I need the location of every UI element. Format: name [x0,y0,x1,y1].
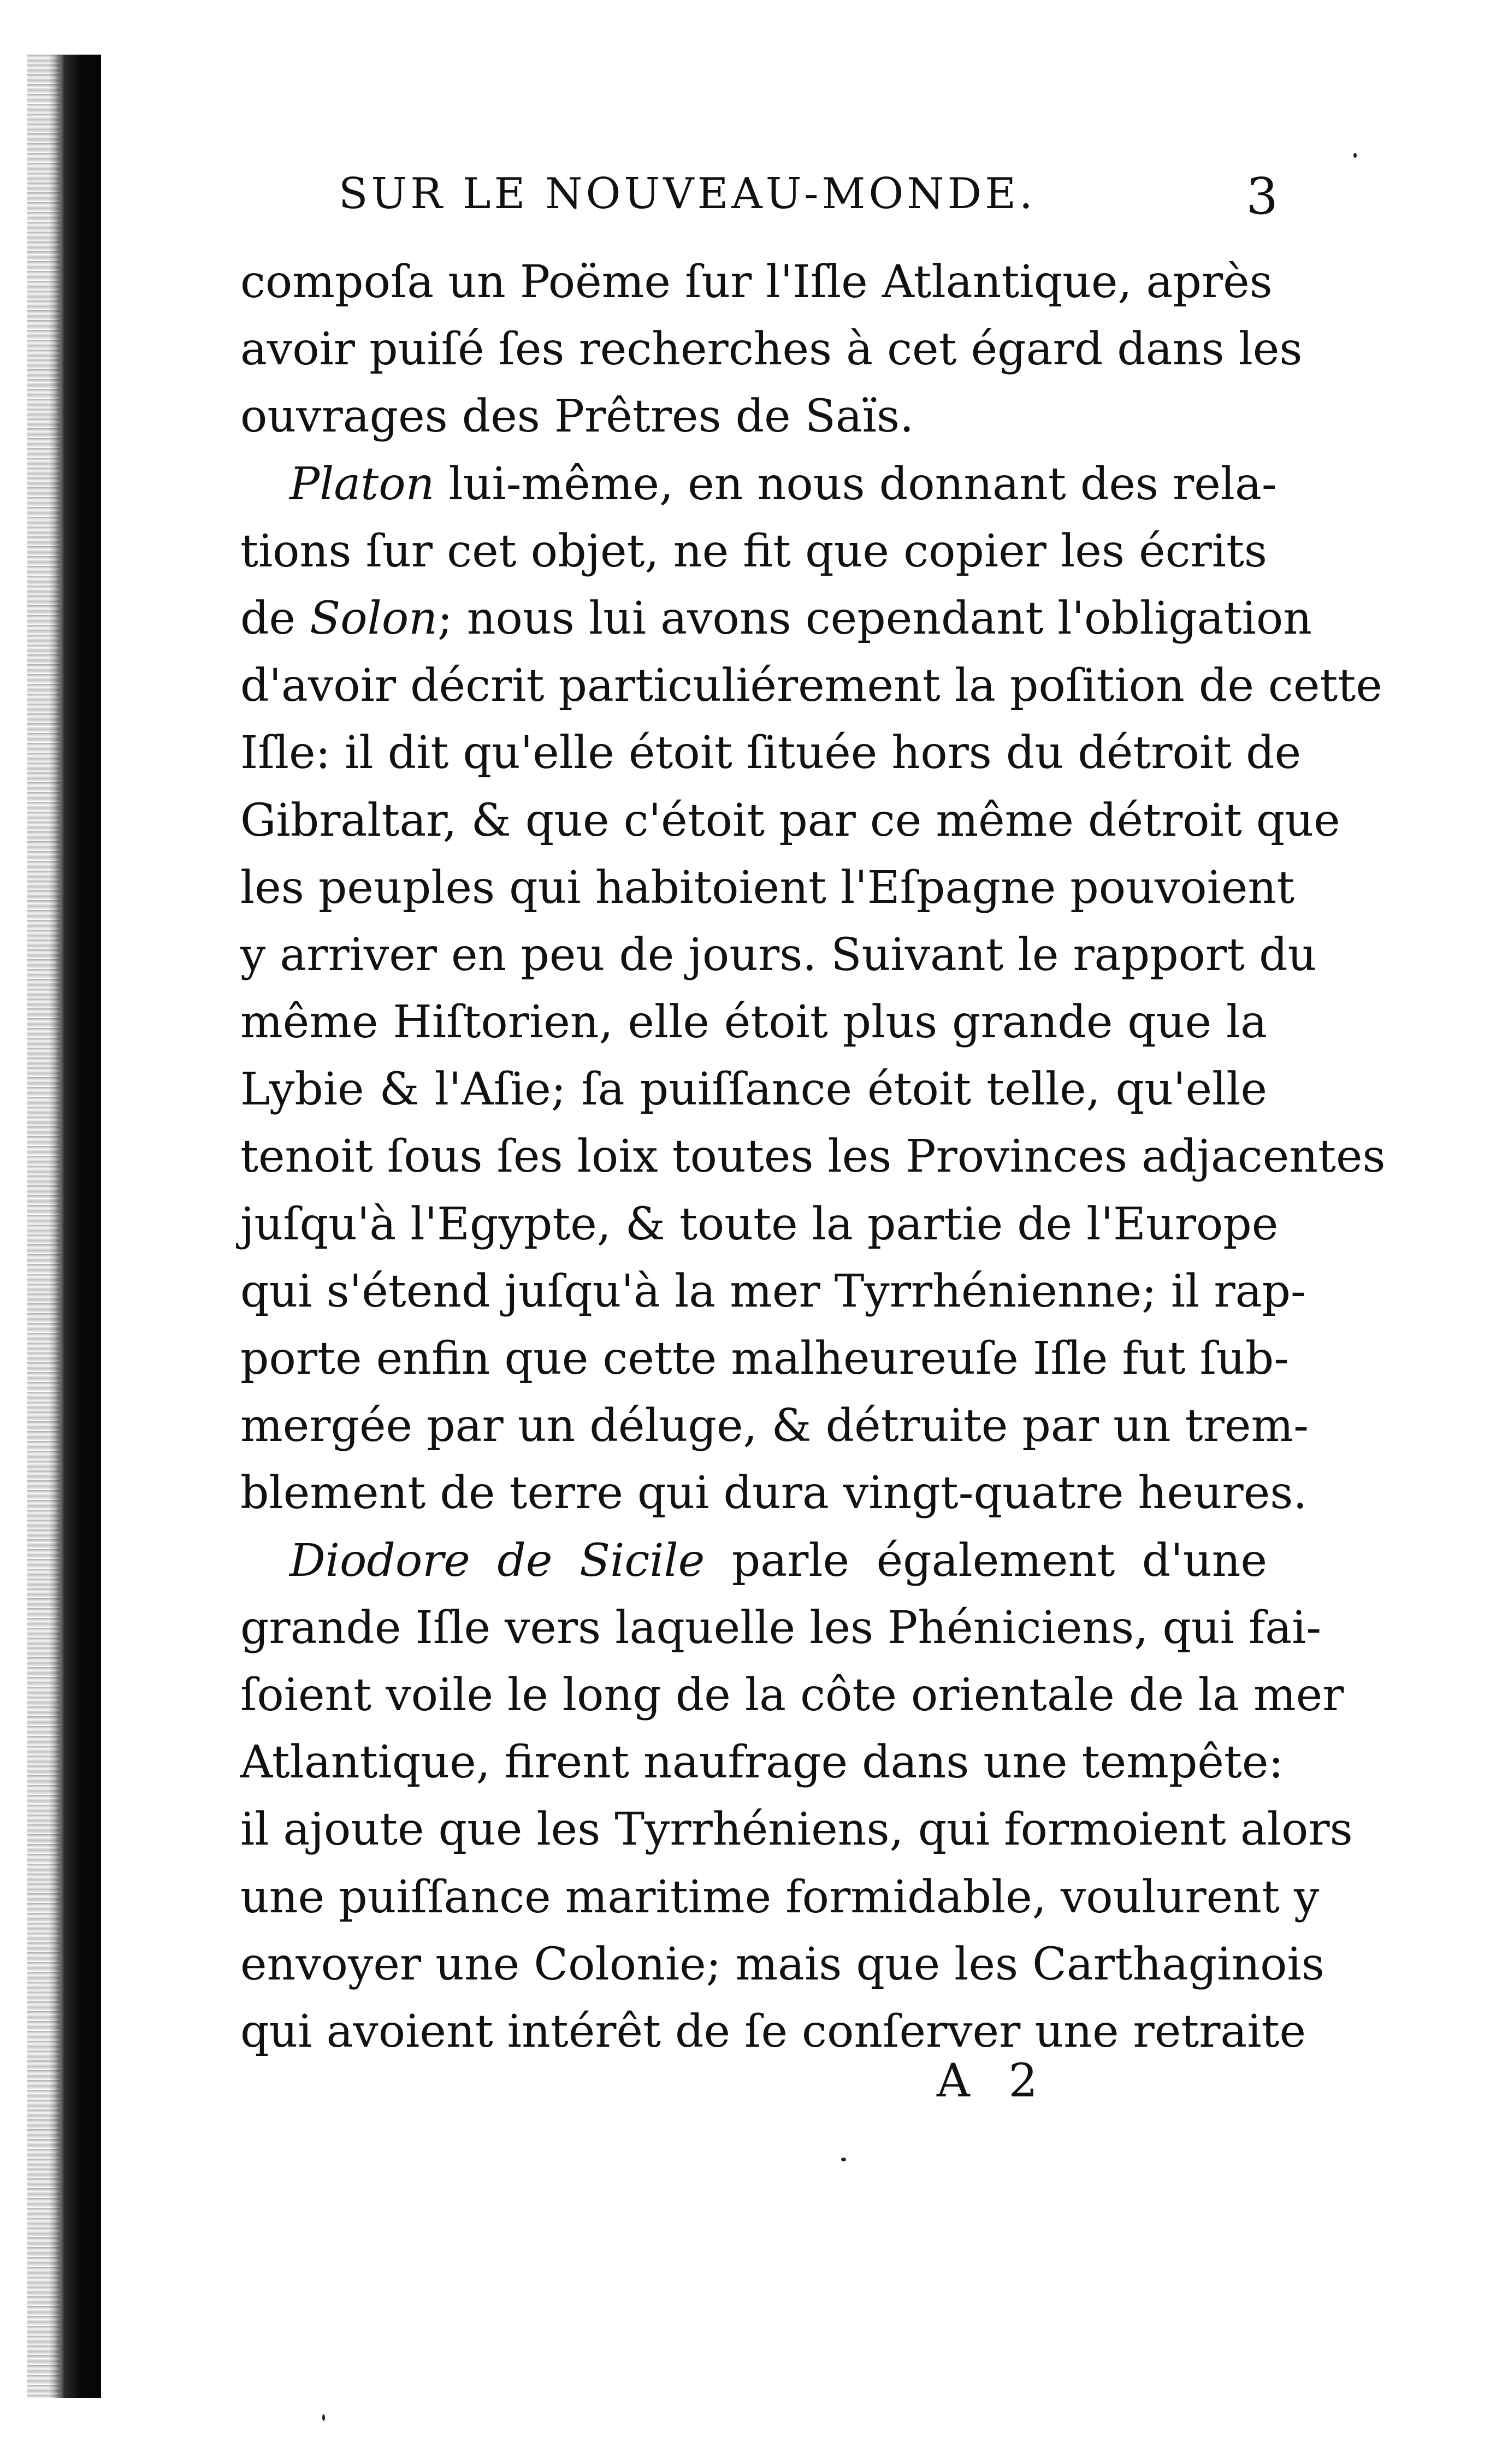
ink-speck [322,2414,325,2421]
ink-speck [1353,153,1357,158]
text-line: qui avoient intérêt de ſe conſerver une retraite [240,2005,1306,2058]
ink-speck [841,2158,846,2161]
text-line: qui s'étend juſqu'à la mer Tyrrhénienne; il rap- [240,1265,1306,1317]
italic-name: Solon [310,592,438,645]
text-line: grande Iſle vers laquelle les Phéniciens, qui fai- [240,1602,1322,1654]
text-line: juſqu'à l'Egypte, & toute la partie de l'Europe [240,1198,1279,1250]
italic-name: Platon [289,458,435,510]
text-line: Gibraltar, & que c'étoit par ce même détroit que [240,794,1340,847]
text-line: tions ſur cet objet, ne fit que copier les écrits [240,525,1267,577]
text-line: les peuples qui habitoient l'Eſpagne pouvoient [240,861,1295,914]
text-line: Iſle: il dit qu'elle étoit ſituée hors du détroit de [240,727,1302,779]
text-line: porte enfin que cette malheureuſe Iſle fut ſub- [240,1333,1289,1385]
text-line: compoſa un Poëme ſur l'Iſle Atlantique, après [240,256,1273,308]
binding-edge [49,55,101,2398]
running-head [339,169,1278,229]
text-line: de Solon; nous lui avons cependant l'obligation [240,592,1312,645]
text-line: même Hiſtorien, elle étoit plus grande que la [240,996,1267,1049]
text-line: y arriver en peu de jours. Suivant le rapport du [240,929,1317,981]
text-line: tenoit ſous ſes loix toutes les Provinces adjacentes [240,1131,1386,1183]
text-line: ſoient voile le long de la côte orientale de la mer [240,1669,1344,1721]
running-title: SUR LE NOUVEAU-MONDE. [339,169,1036,218]
text-line: d'avoir décrit particuliérement la poſition de cette [240,660,1382,712]
page-number: 3 [1246,167,1278,226]
text-line: il ajoute que les Tyrrhéniens, qui formoient alors [240,1804,1353,1856]
text-line: blement de terre qui dura vingt-quatre heures. [240,1467,1308,1520]
text-line: avoir puiſé ſes recherches à cet égard dans les [240,323,1303,376]
text-line: Atlantique, firent naufrage dans une tempête: [240,1736,1284,1789]
printer-signature: A 2 [937,2054,1050,2107]
paragraph-start-line: Platon lui-même, en nous donnant des rela- [289,458,1277,510]
paragraph-start-line: Diodore de Sicile parle également d'une [289,1534,1267,1587]
body-text [240,249,1386,2065]
text-line: envoyer une Colonie; mais que les Carthaginois [240,1938,1324,1990]
text-line: ouvrages des Prêtres de Saïs. [240,391,914,443]
text-line: une puiſſance maritime formidable, voulurent y [240,1871,1320,1923]
text-line: Lybie & l'Aſie; ſa puiſſance étoit telle, qu'elle [240,1063,1267,1116]
italic-name: Diodore de Sicile [289,1534,705,1587]
text-line: mergée par un déluge, & détruite par un trem- [240,1400,1309,1452]
